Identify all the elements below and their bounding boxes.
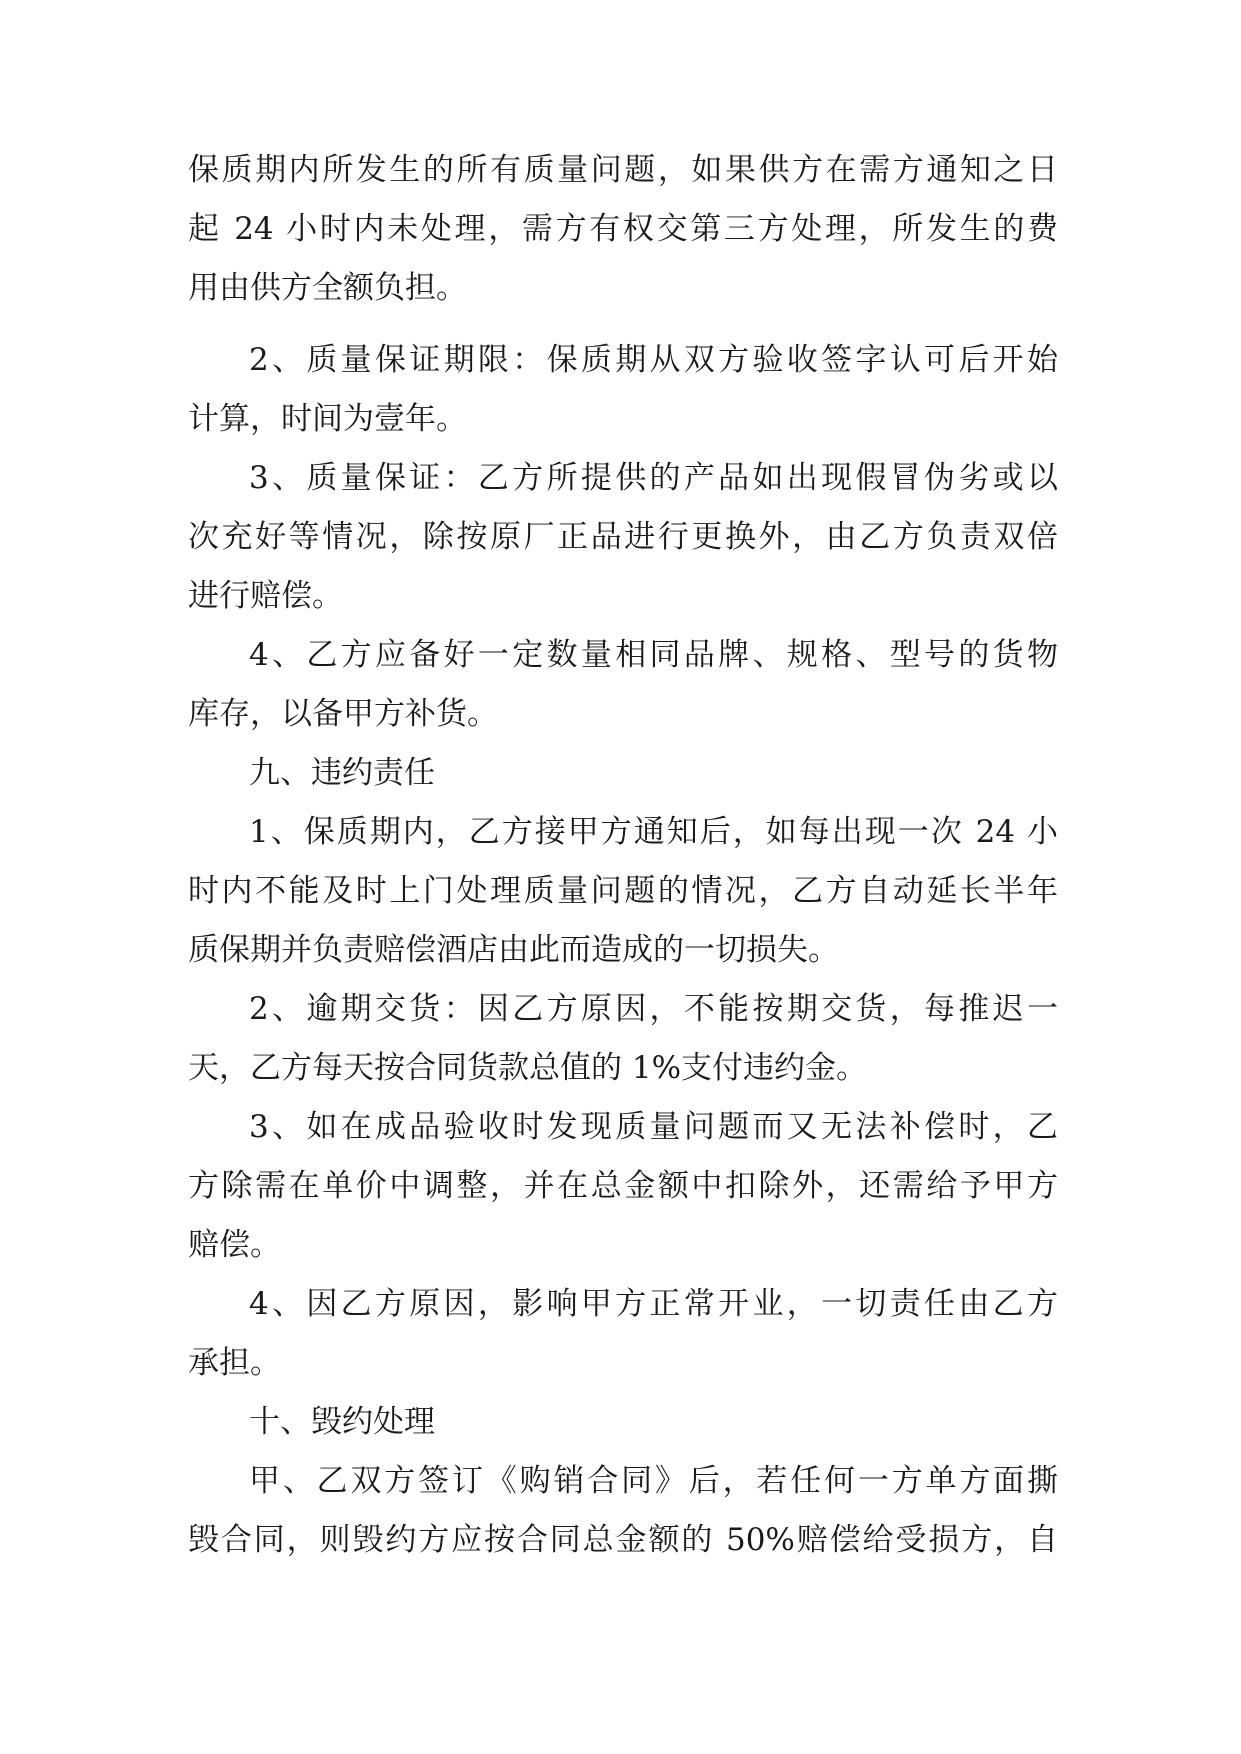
paragraph-line: 质保期并负责赔偿酒店由此而造成的一切损失。 [188, 932, 839, 968]
paragraph-line: 3、如在成品验收时发现质量问题而又无法补偿时，乙 [249, 1109, 1058, 1145]
paragraph-line: 用由供方全额负担。 [188, 270, 467, 306]
paragraph-line: 承担。 [188, 1345, 281, 1381]
paragraph-line: 次充好等情况，除按原厂正品进行更换外，由乙方负责双倍 [188, 519, 1058, 555]
paragraph-line: 天，乙方每天按合同货款总值的 1%支付违约金。 [188, 1050, 868, 1086]
paragraph-line: 甲、乙双方签订《购销合同》后，若任何一方单方面撕 [249, 1463, 1058, 1499]
paragraph-line: 保质期内所发生的所有质量问题，如果供方在需方通知之日 [188, 152, 1058, 188]
paragraph-line: 1、保质期内，乙方接甲方通知后，如每出现一次 24 小 [249, 814, 1058, 850]
paragraph-line: 赔偿。 [188, 1227, 281, 1263]
paragraph-line: 时内不能及时上门处理质量问题的情况，乙方自动延长半年 [188, 873, 1058, 909]
section-heading: 九、违约责任 [249, 755, 435, 791]
paragraph-line: 3、质量保证：乙方所提供的产品如出现假冒伪劣或以 [249, 460, 1058, 496]
paragraph-line: 计算，时间为壹年。 [188, 401, 467, 437]
paragraph-line: 2、逾期交货：因乙方原因，不能按期交货，每推迟一 [249, 991, 1058, 1027]
paragraph-line: 库存，以备甲方补货。 [188, 696, 498, 732]
section-heading: 十、毁约处理 [249, 1404, 435, 1440]
paragraph-line: 方除需在单价中调整，并在总金额中扣除外，还需给予甲方 [188, 1168, 1058, 1204]
paragraph-line: 进行赔偿。 [188, 578, 343, 614]
paragraph-line: 毁合同，则毁约方应按合同总金额的 50%赔偿给受损方，自 [188, 1522, 1058, 1558]
paragraph-line: 4、因乙方原因，影响甲方正常开业，一切责任由乙方 [249, 1286, 1058, 1322]
paragraph-line: 2、质量保证期限：保质期从双方验收签字认可后开始 [249, 342, 1058, 378]
paragraph-line: 4、乙方应备好一定数量相同品牌、规格、型号的货物 [249, 637, 1058, 673]
paragraph-line: 起 24 小时内未处理，需方有权交第三方处理，所发生的费 [188, 211, 1058, 247]
